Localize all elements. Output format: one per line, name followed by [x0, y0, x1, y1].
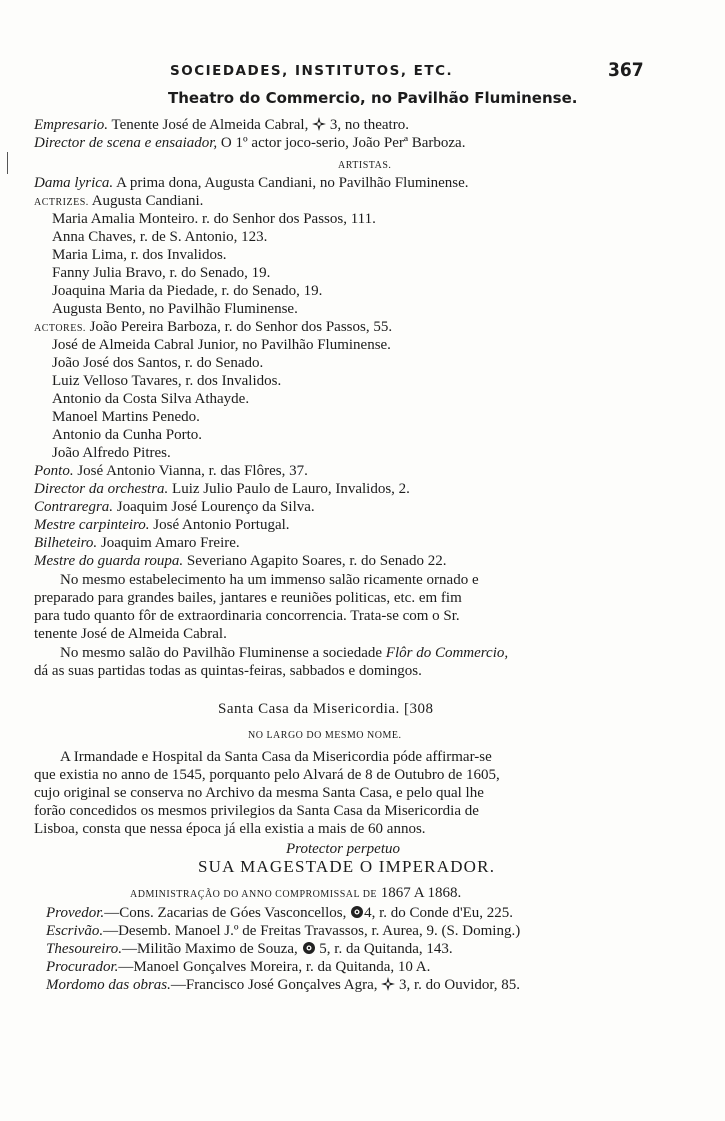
para-line: tenente José de Almeida Cabral. [34, 626, 227, 642]
guarda-line [34, 552, 446, 570]
orchestra-label: Director da orchestra. [34, 481, 169, 497]
empresario-after: 3, no theatro. [329, 117, 409, 133]
officer-text-b: 5, r. da Quitanda, 143. [319, 941, 453, 957]
list-item: João Alfredo Pitres. [52, 445, 171, 461]
dama-line [34, 174, 469, 192]
dama-text: A prima dona, Augusta Candiani, no Pavilhão Fluminense. [116, 175, 469, 191]
officer-text: —Cons. Zacarias de Góes Vasconcellos, [104, 905, 347, 921]
empresario-line [34, 116, 409, 134]
misericordia-ref: [308 [404, 701, 434, 717]
para-line: No mesmo estabelecimento ha um immenso salão ricamente ornado e [60, 572, 479, 588]
list-item: Luiz Velloso Tavares, r. dos Invalidos. [52, 373, 282, 389]
actrizes-first: Augusta Candiani. [91, 193, 204, 209]
admin-years: 1867 A 1868. [380, 885, 462, 901]
para-line: Lisboa, consta que nessa época já ella existia a mais de 60 annos. [34, 821, 426, 837]
actores-first: João Pereira Barboza, r. do Senhor dos Passos, 55. [89, 319, 393, 335]
misericordia-title: Santa Casa da Misericordia. [218, 701, 400, 717]
list-item: Fanny Julia Bravo, r. do Senado, 19. [52, 265, 271, 281]
officer-label: Mordomo das obras. [46, 977, 171, 993]
list-item: José de Almeida Cabral Junior, no Pavilhão Fluminense. [52, 337, 391, 353]
list-item: Augusta Bento, no Pavilhão Fluminense. [52, 301, 298, 317]
misericordia-subtitle: NO LARGO DO MESMO NOME. [248, 730, 402, 741]
dama-label: Dama lyrica. [34, 175, 114, 191]
bilheteiro-label: Bilheteiro. [34, 535, 98, 551]
officer-mordomo [46, 976, 520, 994]
director-label: Director de scena e ensaiador, [34, 135, 218, 151]
officer-label: Procurador. [46, 959, 119, 975]
protector-label: Protector perpetuo [286, 841, 401, 857]
officer-escrivao [46, 922, 520, 940]
protector-name: SUA MAGESTADE O IMPERADOR. [198, 857, 496, 876]
order-cross-icon [312, 117, 326, 131]
para-line: preparado para grandes bailes, jantares e reuniões politicas, etc. em fim [34, 590, 462, 606]
running-title: SOCIEDADES, INSTITUTOS, ETC. [170, 63, 454, 79]
para2-start: No mesmo salão do Pavilhão Fluminense a sociedade [60, 645, 383, 661]
list-item: Antonio da Cunha Porto. [52, 427, 202, 443]
empresario-label: Empresario. [34, 117, 109, 133]
actrizes-label: ACTRIZES. [34, 197, 89, 208]
list-item: João José dos Santos, r. do Senado. [52, 355, 264, 371]
officer-text-b: 3, r. do Ouvidor, 85. [399, 977, 521, 993]
guarda-text: Severiano Agapito Soares, r. do Senado 22. [186, 553, 447, 569]
ponto-label: Ponto. [34, 463, 74, 479]
para-line: A Irmandade e Hospital da Santa Casa da Misericordia póde affirmar-se [60, 749, 492, 765]
orchestra-text: Luiz Julio Paulo de Lauro, Invalidos, 2. [172, 481, 410, 497]
order-rose-icon [350, 905, 364, 919]
list-item: Maria Lima, r. dos Invalidos. [52, 247, 227, 263]
para-line: cujo original se conserva no Archivo da mesma Santa Casa, e pelo qual lhe [34, 785, 484, 801]
list-item: Anna Chaves, r. de S. Antonio, 123. [52, 229, 268, 245]
order-cross-icon [381, 977, 395, 991]
officer-text-b: 4, r. do Conde d'Eu, 225. [364, 905, 514, 921]
carpinteiro-line [34, 516, 290, 534]
guarda-label: Mestre do guarda roupa. [34, 553, 184, 569]
officer-label: Thesoureiro. [46, 941, 122, 957]
admin-heading: ADMINISTRAÇÃO DO ANNO COMPROMISSAL DE [130, 889, 378, 900]
para-line: que existia no anno de 1545, porquanto pelo Alvará de 8 de Outubro de 1605, [34, 767, 500, 783]
actores-line [34, 318, 392, 338]
margin-mark [7, 152, 8, 174]
order-rose-icon [302, 941, 316, 955]
officer-text: —Francisco José Gonçalves Agra, [170, 977, 378, 993]
director-line [34, 134, 465, 152]
officer-procurador [46, 958, 430, 976]
list-item: Joaquina Maria da Piedade, r. do Senado, 19. [52, 283, 323, 299]
officer-text: —Desemb. Manoel J.º de Freitas Travassos, r. Aurea, 9. (S. Doming.) [103, 923, 521, 939]
list-item: Antonio da Costa Silva Athayde. [52, 391, 250, 407]
admin-heading-line [130, 884, 461, 904]
actores-label: ACTORES. [34, 323, 86, 334]
ponto-line [34, 462, 308, 480]
officer-provedor [46, 904, 513, 922]
empresario-text: Tenente José de Almeida Cabral, [111, 117, 309, 133]
ponto-text: José Antonio Vianna, r. das Flôres, 37. [77, 463, 308, 479]
officer-text: —Militão Maximo de Souza, [121, 941, 298, 957]
actrizes-line [34, 192, 203, 212]
contraregra-text: Joaquim José Lourenço da Silva. [116, 499, 315, 515]
bilheteiro-text: Joaquim Amaro Freire. [100, 535, 240, 551]
misericordia-title-line [218, 700, 434, 718]
para2-end: dá as suas partidas todas as quintas-feiras, sabbados e domingos. [34, 663, 422, 679]
list-item: Manoel Martins Penedo. [52, 409, 200, 425]
officer-thesoureiro [46, 940, 453, 958]
page-number: 367 [608, 59, 644, 81]
para2-line [60, 644, 508, 662]
officer-text: —Manoel Gonçalves Moreira, r. da Quitanda, 10 A. [118, 959, 431, 975]
carpinteiro-label: Mestre carpinteiro. [34, 517, 150, 533]
para-line: forão concedidos os mesmos privilegios da Santa Casa da Misericordia de [34, 803, 479, 819]
officer-label: Escrivão. [46, 923, 104, 939]
artistas-heading: ARTISTAS. [338, 160, 392, 171]
contraregra-line [34, 498, 315, 516]
officer-label: Provedor. [46, 905, 105, 921]
contraregra-label: Contraregra. [34, 499, 114, 515]
list-item: Maria Amalia Monteiro. r. do Senhor dos Passos, 111. [52, 211, 376, 227]
para2-name: Flôr do Commercio, [385, 645, 509, 661]
para-line: para tudo quanto fôr de extraordinaria concorrencia. Trata-se com o Sr. [34, 608, 460, 624]
carpinteiro-text: José Antonio Portugal. [153, 517, 290, 533]
bilheteiro-line [34, 534, 240, 552]
director-text: O 1º actor joco-serio, João Perª Barboza. [220, 135, 466, 151]
orchestra-line [34, 480, 410, 498]
theatre-title: Theatro do Commercio, no Pavilhão Fluminense. [168, 89, 578, 107]
